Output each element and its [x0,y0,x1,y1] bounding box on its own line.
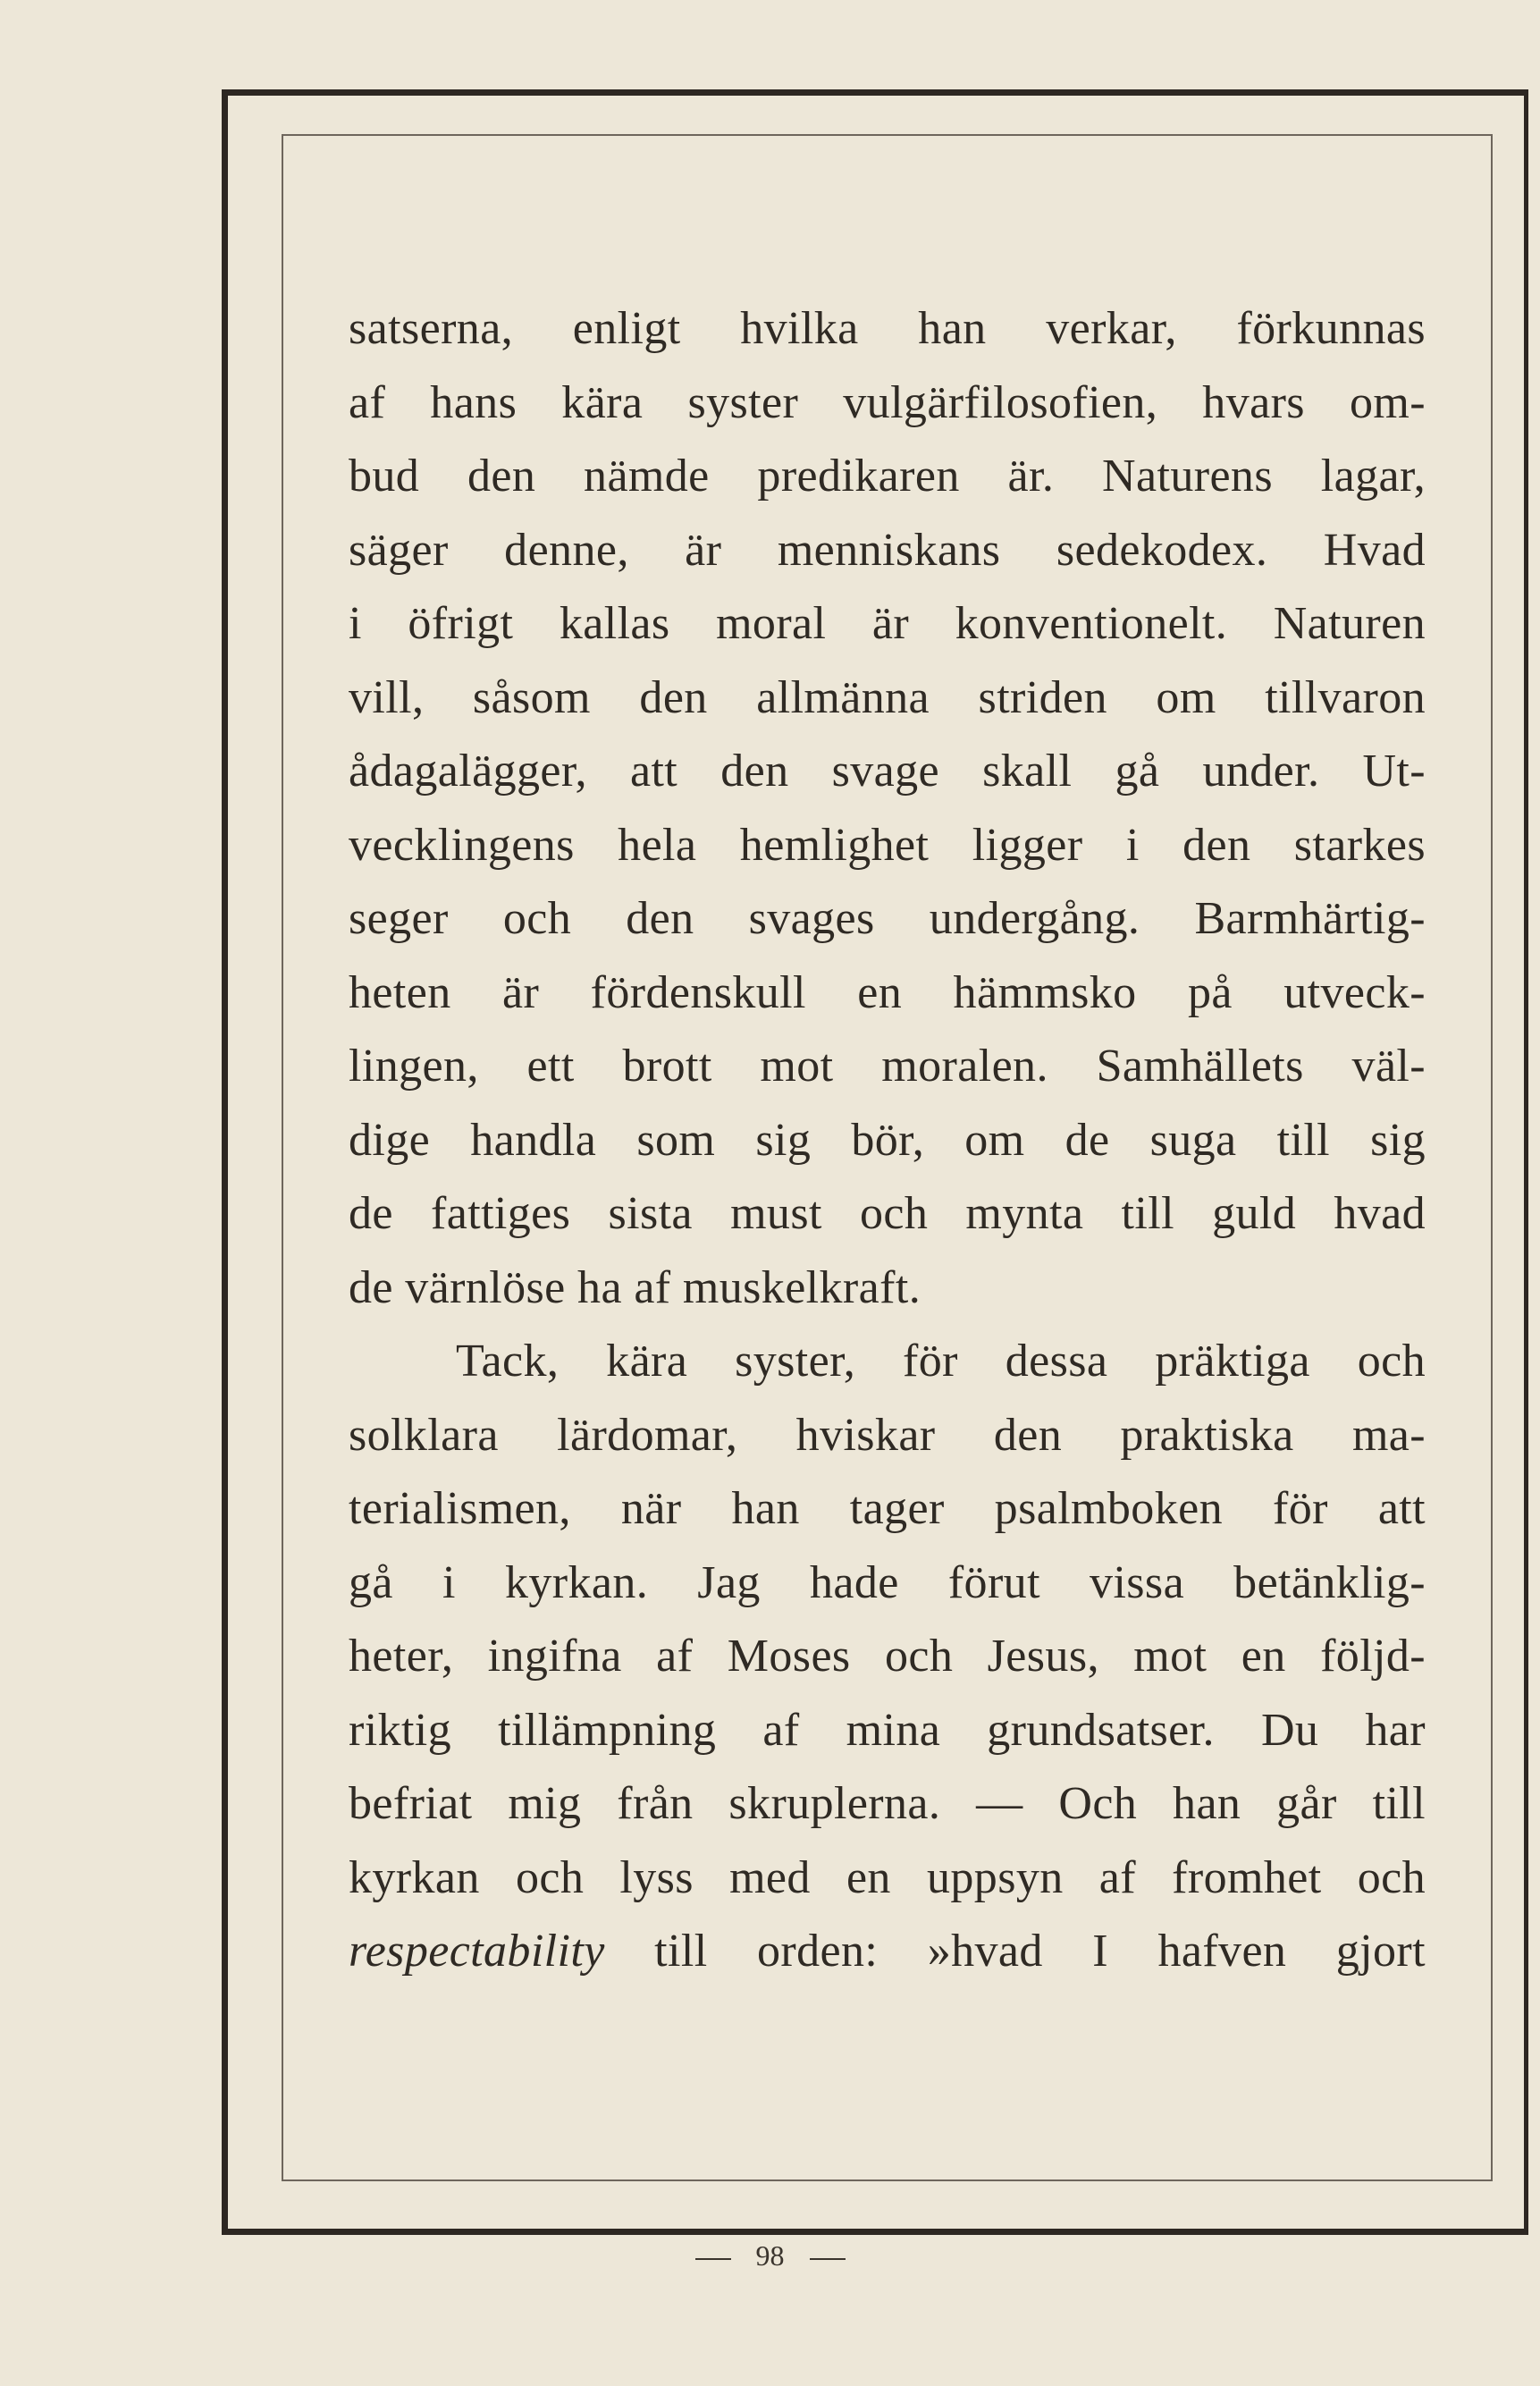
text-line: dige handla som sig bör, om de suga till sig [349,1114,1426,1166]
text-line: riktig tillämpning af mina grundsatser. Du har [349,1704,1426,1756]
text-line: Tack, kära syster, för dessa präktiga och [456,1336,1426,1387]
dash-right [810,2258,846,2260]
text-line: kyrkan och lyss med en uppsyn af fromhet och [349,1851,1426,1903]
text-line: vecklingens hela hemlighet ligger i den starkes [349,819,1426,871]
paragraph-1 [349,292,1426,1325]
text-line: satserna, enligt hvilka han verkar, förkunnas [349,303,1426,354]
text-line: af hans kära syster vulgärfilosofien, hvars om- [349,376,1426,428]
dash-left [695,2258,731,2260]
text-line: befriat mig från skruplerna. — Och han går till [349,1778,1426,1829]
text-line: gå i kyrkan. Jag hade förut vissa betänklig- [349,1556,1426,1608]
paragraph-2 [349,1325,1426,1989]
text-line: vill, såsom den allmänna striden om tillvaron [349,671,1426,723]
text-line: heter, ingifna af Moses och Jesus, mot en följd- [349,1631,1426,1682]
text-line-last [349,1915,1426,1989]
text-line: terialismen, när han tager psalmboken för att [349,1483,1426,1534]
text-line: säger denne, är menniskans sedekodex. Hvad [349,524,1426,576]
text-line: ådagalägger, att den svage skall gå under. Ut- [349,746,1426,797]
line-remainder: till orden: »hvad I hafven gjort [604,1926,1426,1977]
text-line: de värnlöse ha af muskelkraft. [349,1261,921,1313]
text-line: de fattiges sista must och mynta till guld hvad [349,1188,1426,1239]
page-number-footer [0,2239,1540,2272]
text-line: solklara lärdomar, hviskar den praktiska ma- [349,1409,1426,1461]
text-line: i öfrigt kallas moral är konventionelt. Naturen [349,598,1426,649]
text-line: heten är fördenskull en hämmsko på utveck- [349,966,1426,1018]
text-line: seger och den svages undergång. Barmhärtig- [349,893,1426,944]
page-number: 98 [755,2239,785,2272]
body-text [349,292,1426,1989]
text-line: bud den nämde predikaren är. Naturens lagar, [349,451,1426,502]
text-line: lingen, ett brott mot moralen. Samhällets väl- [349,1041,1426,1092]
italic-word: respectability [349,1926,605,1977]
